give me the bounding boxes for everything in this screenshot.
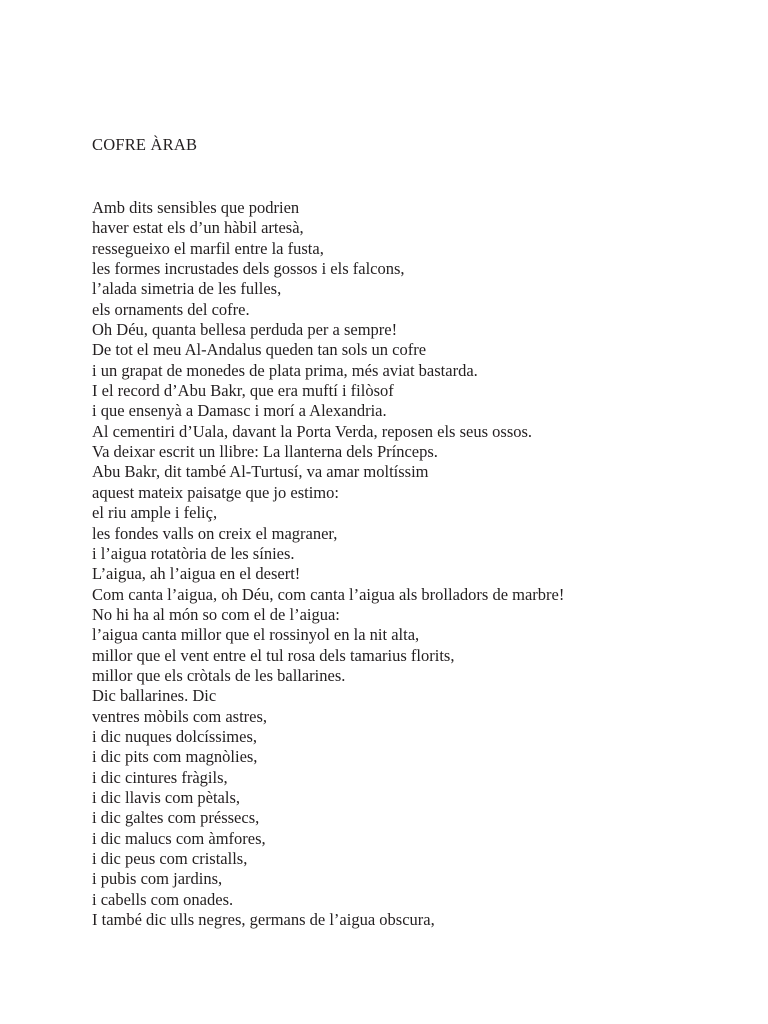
poem-line: i dic malucs com àmfores, — [92, 828, 266, 848]
poem-line: Amb dits sensibles que podrien — [92, 198, 300, 217]
poem-line: i dic llavis com pètals, — [92, 787, 241, 807]
poem-line: aquest mateix paisatge que jo estimo: — [92, 482, 339, 502]
poem-line: I també dic ulls negres, germans de l’aigua obscura, — [92, 910, 435, 930]
poem-line: Al cementiri d’Uala, davant la Porta Verda, reposen els seus ossos. — [92, 421, 533, 441]
poem-line: Oh Déu, quanta bellesa perduda per a sempre! — [92, 320, 398, 340]
poem-line: i dic cintures fràgils, — [92, 767, 228, 787]
poem-line: millor que els cròtals de les ballarines. — [92, 665, 346, 685]
poem-line: ressegueixo el marfil entre la fusta, — [92, 238, 324, 258]
poem-title: COFRE ÀRAB — [92, 135, 198, 154]
poem-line: i dic galtes com préssecs, — [92, 808, 260, 828]
poem-line: i pubis com jardins, — [92, 869, 223, 889]
poem-line: l’alada simetria de les fulles, — [92, 279, 282, 299]
poem-line: i que ensenyà a Damasc i morí a Alexandria. — [92, 401, 387, 421]
poem-line: Com canta l’aigua, oh Déu, com canta l’aigua als brolladors de marbre! — [92, 584, 565, 604]
poem-line: millor que el vent entre el tul rosa dels tamarius florits, — [92, 645, 455, 665]
poem-line: i dic peus com cristalls, — [92, 849, 248, 868]
poem-line: ventres mòbils com astres, — [92, 706, 268, 726]
poem-line: De tot el meu Al-Andalus queden tan sols un cofre — [92, 340, 427, 360]
poem-line: i dic pits com magnòlies, — [92, 747, 258, 767]
poem-line: i un grapat de monedes de plata prima, més aviat bastarda. — [92, 360, 478, 380]
poem-line: les formes incrustades dels gossos i els falcons, — [92, 259, 405, 279]
poem-line: I el record d’Abu Bakr, que era muftí i filòsof — [92, 381, 394, 401]
poem-body — [92, 198, 752, 930]
poem-line: les fondes valls on creix el magraner, — [92, 523, 338, 543]
poem-line: i dic nuques dolcíssimes, — [92, 726, 257, 746]
poem-line: Va deixar escrit un llibre: La llanterna dels Prínceps. — [92, 442, 438, 462]
poem-line: No hi ha al món so com el de l’aigua: — [92, 604, 340, 624]
poem-line: Dic ballarines. Dic — [92, 686, 217, 706]
poem-line: el riu ample i feliç, — [92, 503, 218, 523]
poem-line: i cabells com onades. — [92, 889, 234, 909]
poem-line: i l’aigua rotatòria de les sínies. — [92, 543, 295, 563]
poem-line: l’aigua canta millor que el rossinyol en la nit alta, — [92, 625, 420, 645]
poem-line: els ornaments del cofre. — [92, 299, 250, 319]
poem-line: L’aigua, ah l’aigua en el desert! — [92, 564, 301, 584]
poem-line: Abu Bakr, dit també Al-Turtusí, va amar moltíssim — [92, 462, 429, 482]
poem-line: haver estat els d’un hàbil artesà, — [92, 218, 304, 238]
